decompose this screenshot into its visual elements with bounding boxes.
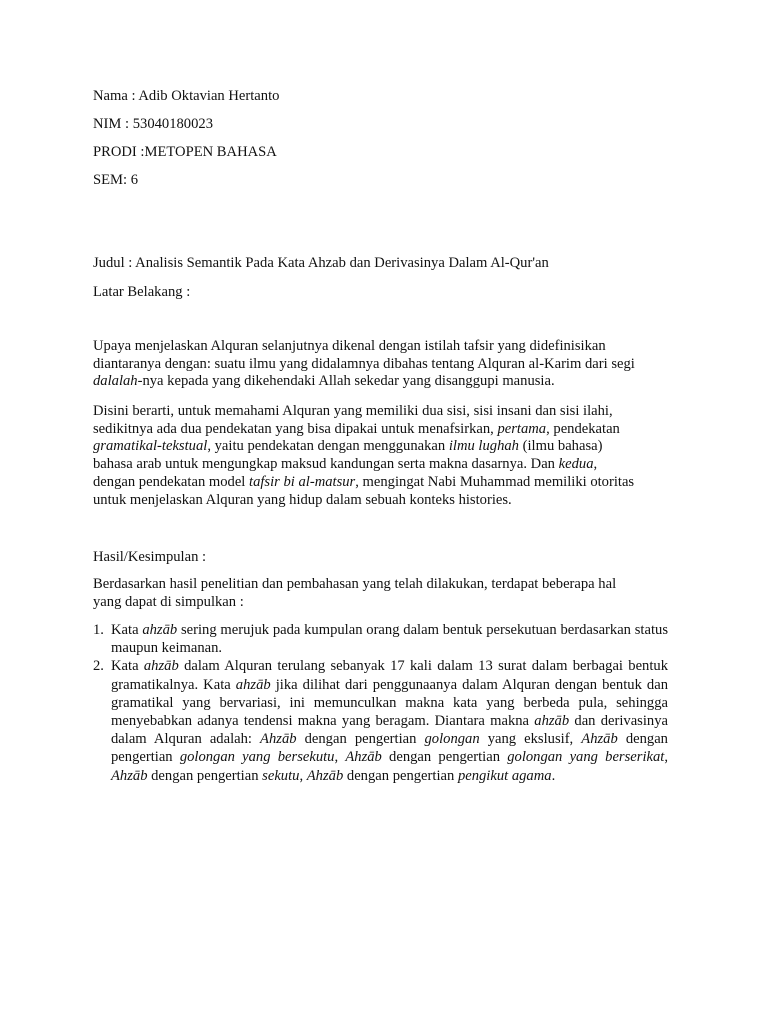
italic-term: dalalah [93,373,138,390]
italic-term: kedua [558,456,594,473]
document-title: Judul : Analisis Semantik Pada Kata Ahzab dan Derivasinya Dalam Al-Qur'an [93,255,549,271]
text-line: untuk menjelaskan Alquran yang hidup dalam sebuah konteks histories. [93,491,512,508]
list-number: 2. [93,658,104,675]
italic-term: golongan yang berserikat [507,749,665,766]
text-run: , [299,767,307,784]
text-run: jika dilihat dari penggunaanya dalam Alquran dengan bentuk dan gramatikal yang bervariasi, ini memunculkan makna kata yang berbeda pula, sehingga menyebabkan adanya tendensi makna yang beragam. Diantara makna [111,676,668,730]
text-line: bahasa arab untuk mengungkap maksud kandungan serta makna dasarnya. Dan [93,456,559,473]
italic-term: ahzāb [142,622,178,638]
list-number: 1. [93,622,104,638]
text-line: -nya kepada yang dikehendaki Allah sekedar yang disanggupi manusia. [137,373,555,390]
text-line: , yaitu pendekatan dengan menggunakan [207,438,449,455]
italic-term: sekutu [262,767,300,784]
italic-term: gramatikal-tekstual [93,438,208,455]
italic-term: pengikut agama [457,767,552,784]
italic-term: Ahzāb [111,767,148,784]
italic-term: ahzāb [143,658,179,675]
text-line: , pendekatan [546,420,620,437]
italic-term: golongan [424,731,480,748]
italic-term: golongan yang bersekutu [179,749,335,766]
text-run: dengan pengertian [343,767,458,784]
text-run: dalam Alquran terulang sebanyak 17 kali dalam 13 surat dalam berbagai bentuk gramatikalnya. Kata [111,658,669,693]
student-nim: NIM : 53040180023 [93,116,213,132]
italic-term: Ahzāb [306,767,344,784]
text-run: sering merujuk pada kumpulan orang dalam bentuk persekutuan berdasarkan status maupun keimanan. [111,622,668,657]
italic-term: tafsir bi al-matsur [249,473,356,490]
text-line: sedikitnya ada dua pendekatan yang bisa dipakai untuk menafsirkan, [93,420,498,437]
latar-paragraph-2 [93,403,668,509]
text-run: dengan pengertian [296,731,425,748]
text-line: , [593,456,598,473]
italic-term: Ahzāb [581,731,618,748]
latar-paragraph-1 [93,338,668,391]
list-item [93,621,668,657]
student-prodi: PRODI :METOPEN BAHASA [93,144,277,160]
text-line: diantaranya dengan: suatu ilmu yang didalamnya dibahas tentang Alquran al-Karim dari segi [93,355,635,372]
text-line: Berdasarkan hasil penelitian dan pembahasan yang telah dilakukan, terdapat beberapa hal [93,576,617,592]
text-run: yang ekslusif, [479,731,582,748]
italic-term: Ahzāb [345,749,382,766]
list-item [93,657,668,784]
text-run: , [334,749,346,766]
text-run: dengan pengertian [381,749,508,766]
hasil-kesimpulan-heading: Hasil/Kesimpulan : [93,549,207,565]
text-line: dengan pendekatan model [93,473,250,490]
text-run: Kata [111,658,144,675]
text-run: dengan pengertian [147,767,263,784]
italic-term: ilmu lughah [448,438,519,455]
italic-term: ahzāb [534,713,570,730]
text-run: dengan pengertian [111,731,668,766]
student-name: Nama : Adib Oktavian Hertanto [93,88,280,104]
italic-term: pertama [497,420,547,437]
text-line: Disini berarti, untuk memahami Alquran yang memiliki dua sisi, sisi insani dan sisi ilahi, [93,403,613,419]
text-line: Upaya menjelaskan Alquran selanjutnya dikenal dengan istilah tafsir yang didefinisikan [93,338,606,354]
text-run: . [551,767,556,784]
text-run: Kata [111,622,143,638]
text-run: , [664,749,668,766]
latar-belakang-heading: Latar Belakang : [93,284,191,300]
italic-term: ahzāb [235,676,271,693]
conclusion-list [93,621,668,785]
student-semester: SEM: 6 [93,172,139,188]
italic-term: Ahzāb [260,731,297,748]
text-line: yang dapat di simpulkan : [93,593,244,610]
text-run: dan derivasinya dalam Alquran adalah: [111,713,668,748]
text-line: , mengingat Nabi Muhammad memiliki otoritas [355,473,635,490]
text-line: (ilmu bahasa) [518,438,603,455]
hasil-paragraph [93,576,668,611]
